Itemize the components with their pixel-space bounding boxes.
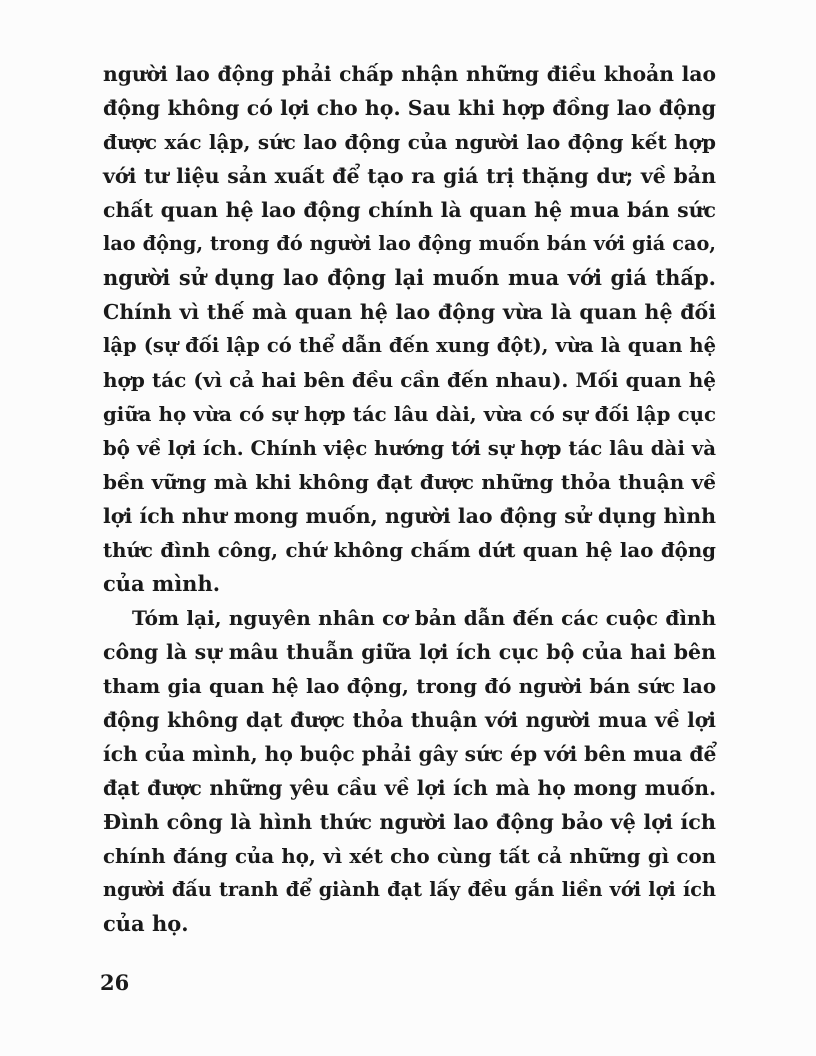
body-text bbox=[103, 57, 716, 941]
text-line: của họ. bbox=[103, 911, 189, 936]
text-line: người lao động phải chấp nhận những điều khoản lao bbox=[103, 62, 716, 86]
text-line: động không dạt được thỏa thuận với người mua về lợi bbox=[103, 708, 716, 732]
text-line: chính đáng của họ, vì xét cho cùng tất cả những gì con bbox=[103, 844, 716, 868]
text-line: của mình. bbox=[103, 571, 221, 596]
text-line: Đình công là hình thức người lao động bảo vệ lợi ích bbox=[103, 810, 716, 834]
text-line: hợp tác (vì cả hai bên đều cần đến nhau). Mối quan hệ bbox=[103, 368, 716, 392]
text-line: lợi ích như mong muốn, người lao động sử dụng hình bbox=[103, 504, 716, 528]
text-line: Chính vì thế mà quan hệ lao động vừa là quan hệ đối bbox=[103, 300, 716, 324]
text-line: người đấu tranh để giành đạt lấy đều gắn liền với lợi ích bbox=[103, 878, 716, 901]
text-line: bền vững mà khi không đạt được những thỏa thuận về bbox=[103, 470, 716, 494]
text-line: được xác lập, sức lao động của người lao động kết hợp bbox=[103, 130, 716, 154]
text-line: người sử dụng lao động lại muốn mua với giá thấp. bbox=[103, 265, 716, 290]
paragraph-2 bbox=[103, 601, 716, 941]
text-line: công là sự mâu thuẫn giữa lợi ích cục bộ của hai bên bbox=[103, 640, 716, 664]
text-line: giữa họ vừa có sự hợp tác lâu dài, vừa có sự đối lập cục bbox=[103, 402, 716, 426]
text-line: lập (sự đối lập có thể dẫn đến xung đột), vừa là quan hệ bbox=[103, 334, 716, 357]
text-line: bộ về lợi ích. Chính việc hướng tới sự hợp tác lâu dài và bbox=[103, 436, 716, 460]
text-line: với tư liệu sản xuất để tạo ra giá trị thặng dư; về bản bbox=[103, 164, 716, 188]
text-line: thức đình công, chứ không chấm dứt quan hệ lao động bbox=[103, 538, 716, 562]
text-line: lao động, trong đó người lao động muốn bán với giá cao, bbox=[103, 232, 716, 255]
text-line: động không có lợi cho họ. Sau khi hợp đồng lao động bbox=[103, 96, 716, 120]
page-number: 26 bbox=[100, 970, 130, 995]
text-line: Tóm lại, nguyên nhân cơ bản dẫn đến các cuộc đình bbox=[132, 606, 716, 630]
text-line: tham gia quan hệ lao động, trong đó người bán sức lao bbox=[103, 674, 716, 698]
paragraph-1 bbox=[103, 57, 716, 601]
text-line: đạt được những yêu cầu về lợi ích mà họ mong muốn. bbox=[103, 776, 716, 800]
text-line: chất quan hệ lao động chính là quan hệ mua bán sức bbox=[103, 198, 716, 222]
text-line: ích của mình, họ buộc phải gây sức ép với bên mua để bbox=[103, 742, 717, 766]
